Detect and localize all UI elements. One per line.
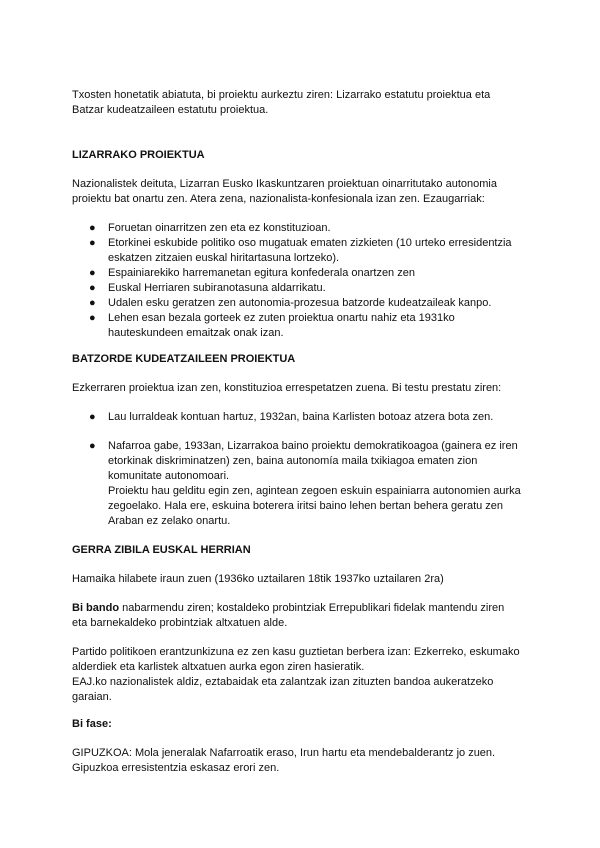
bullet-icon: ● bbox=[89, 222, 96, 234]
batzorde-bullet-list bbox=[72, 410, 522, 425]
bullet-icon: ● bbox=[89, 282, 96, 294]
bullet-icon: ● bbox=[89, 440, 96, 452]
list-item: ● Espainiarekiko harremanetan egitura konfederala onartzen zen bbox=[89, 267, 415, 279]
list-item: ● Udalen esku geratzen zen autonomia-prozesua batzorde kudeatzaileak kanpo. bbox=[89, 297, 492, 309]
list-item: ● Foruetan oinarritzen zen eta ez konstituzioan. bbox=[89, 222, 331, 234]
bullet-icon: ● bbox=[89, 411, 96, 423]
section-title-gerra: GERRA ZIBILA EUSKAL HERRIAN bbox=[72, 544, 251, 556]
intro-paragraph: Txosten honetatik abiatuta, bi proiektu aurkeztu ziren: Lizarrako estatutu proiektua eta Batzar kudeatzaileen estatutu proiektua. bbox=[72, 89, 491, 116]
gerra-paragraph-2: Bi bando nabarmendu ziren; kostaldeko probintziak Errepublikari fidelak mantendu ziren eta barnekaldeko probintziak altxatuen alde. bbox=[72, 602, 505, 629]
gipuzkoa-paragraph: GIPUZKOA: Mola jeneralak Nafarroatik eraso, Irun hartu eta mendebalderantz jo zuen. Gipuzkoa erresistentzia eskasaz erori zen. bbox=[72, 747, 496, 774]
section-title-lizarra: LIZARRAKO PROIEKTUA bbox=[72, 149, 205, 161]
list-item: ● Lehen esan bezala gorteek ez zuten proiektua onartu nahiz eta 1931ko hauteskundeen emaitzak onak izan. bbox=[89, 312, 455, 339]
lizarra-paragraph: Nazionalistek deituta, Lizarran Eusko Ikaskuntzaren proiektuan oinarritutako autonomia proiektu bat onartu zen. Atera zena, nazionalista-konfesionala izan zen. Ezaugarriak: bbox=[72, 178, 497, 205]
section-title-batzorde: BATZORDE KUDEATZAILEEN PROIEKTUA bbox=[72, 353, 296, 365]
lizarra-bullet-list bbox=[72, 221, 522, 341]
batzorde-paragraph: Ezkerraren proiektua izan zen, konstituzioa errespetatzen zuena. Bi testu prestatu ziren: bbox=[72, 382, 502, 394]
batzorde-bullet-list-2 bbox=[72, 439, 522, 529]
bullet-icon: ● bbox=[89, 237, 96, 249]
bi-bando-bold: Bi bando bbox=[72, 602, 120, 614]
list-item: ● Lau lurraldeak kontuan hartuz, 1932an, baina Karlisten botoaz atzera bota zen. bbox=[89, 411, 494, 423]
list-item: ● Nafarroa gabe, 1933an, Lizarrakoa baino proiektu demokratikoagoa (gainera ez iren etorkinak diskriminatzen) zen, baina autonomía maila txikiagoa ematen zion komunitate autonomoari. Proiektu hau gelditu egin zen, agintean zegoen eskuin espainiarra autonomien aurka zegoelako. Hala ere, eskuina boterera iritsi baino lehen bertan behera geratu zen Araban ez zelako onartu. bbox=[89, 440, 521, 527]
bi-fase-heading: Bi fase: bbox=[72, 718, 112, 730]
list-item: ● Etorkinei eskubide politiko oso mugatuak ematen zizkieten (10 urteko erresidentzia eskatzen zitzaien euskal hiritartasuna lortzeko). bbox=[89, 237, 512, 264]
list-item: ● Euskal Herriaren subiranotasuna aldarrikatu. bbox=[89, 282, 326, 294]
gerra-paragraph-3: Partido politikoen erantzunkizuna ez zen kasu guztietan berbera izan: Ezkerreko, eskumako alderdiek eta karlistek altxatuen aurka egon ziren hasieratik. EAJ.ko nazionalistek aldiz, eztabaidak eta zalantzak izan zituzten bandoa aukeratzeko garaian. bbox=[72, 646, 520, 703]
gerra-paragraph-1: Hamaika hilabete iraun zuen (1936ko uztailaren 18tik 1937ko uztailaren 2ra) bbox=[72, 573, 444, 585]
bullet-icon: ● bbox=[89, 312, 96, 324]
bullet-icon: ● bbox=[89, 267, 96, 279]
bullet-icon: ● bbox=[89, 297, 96, 309]
